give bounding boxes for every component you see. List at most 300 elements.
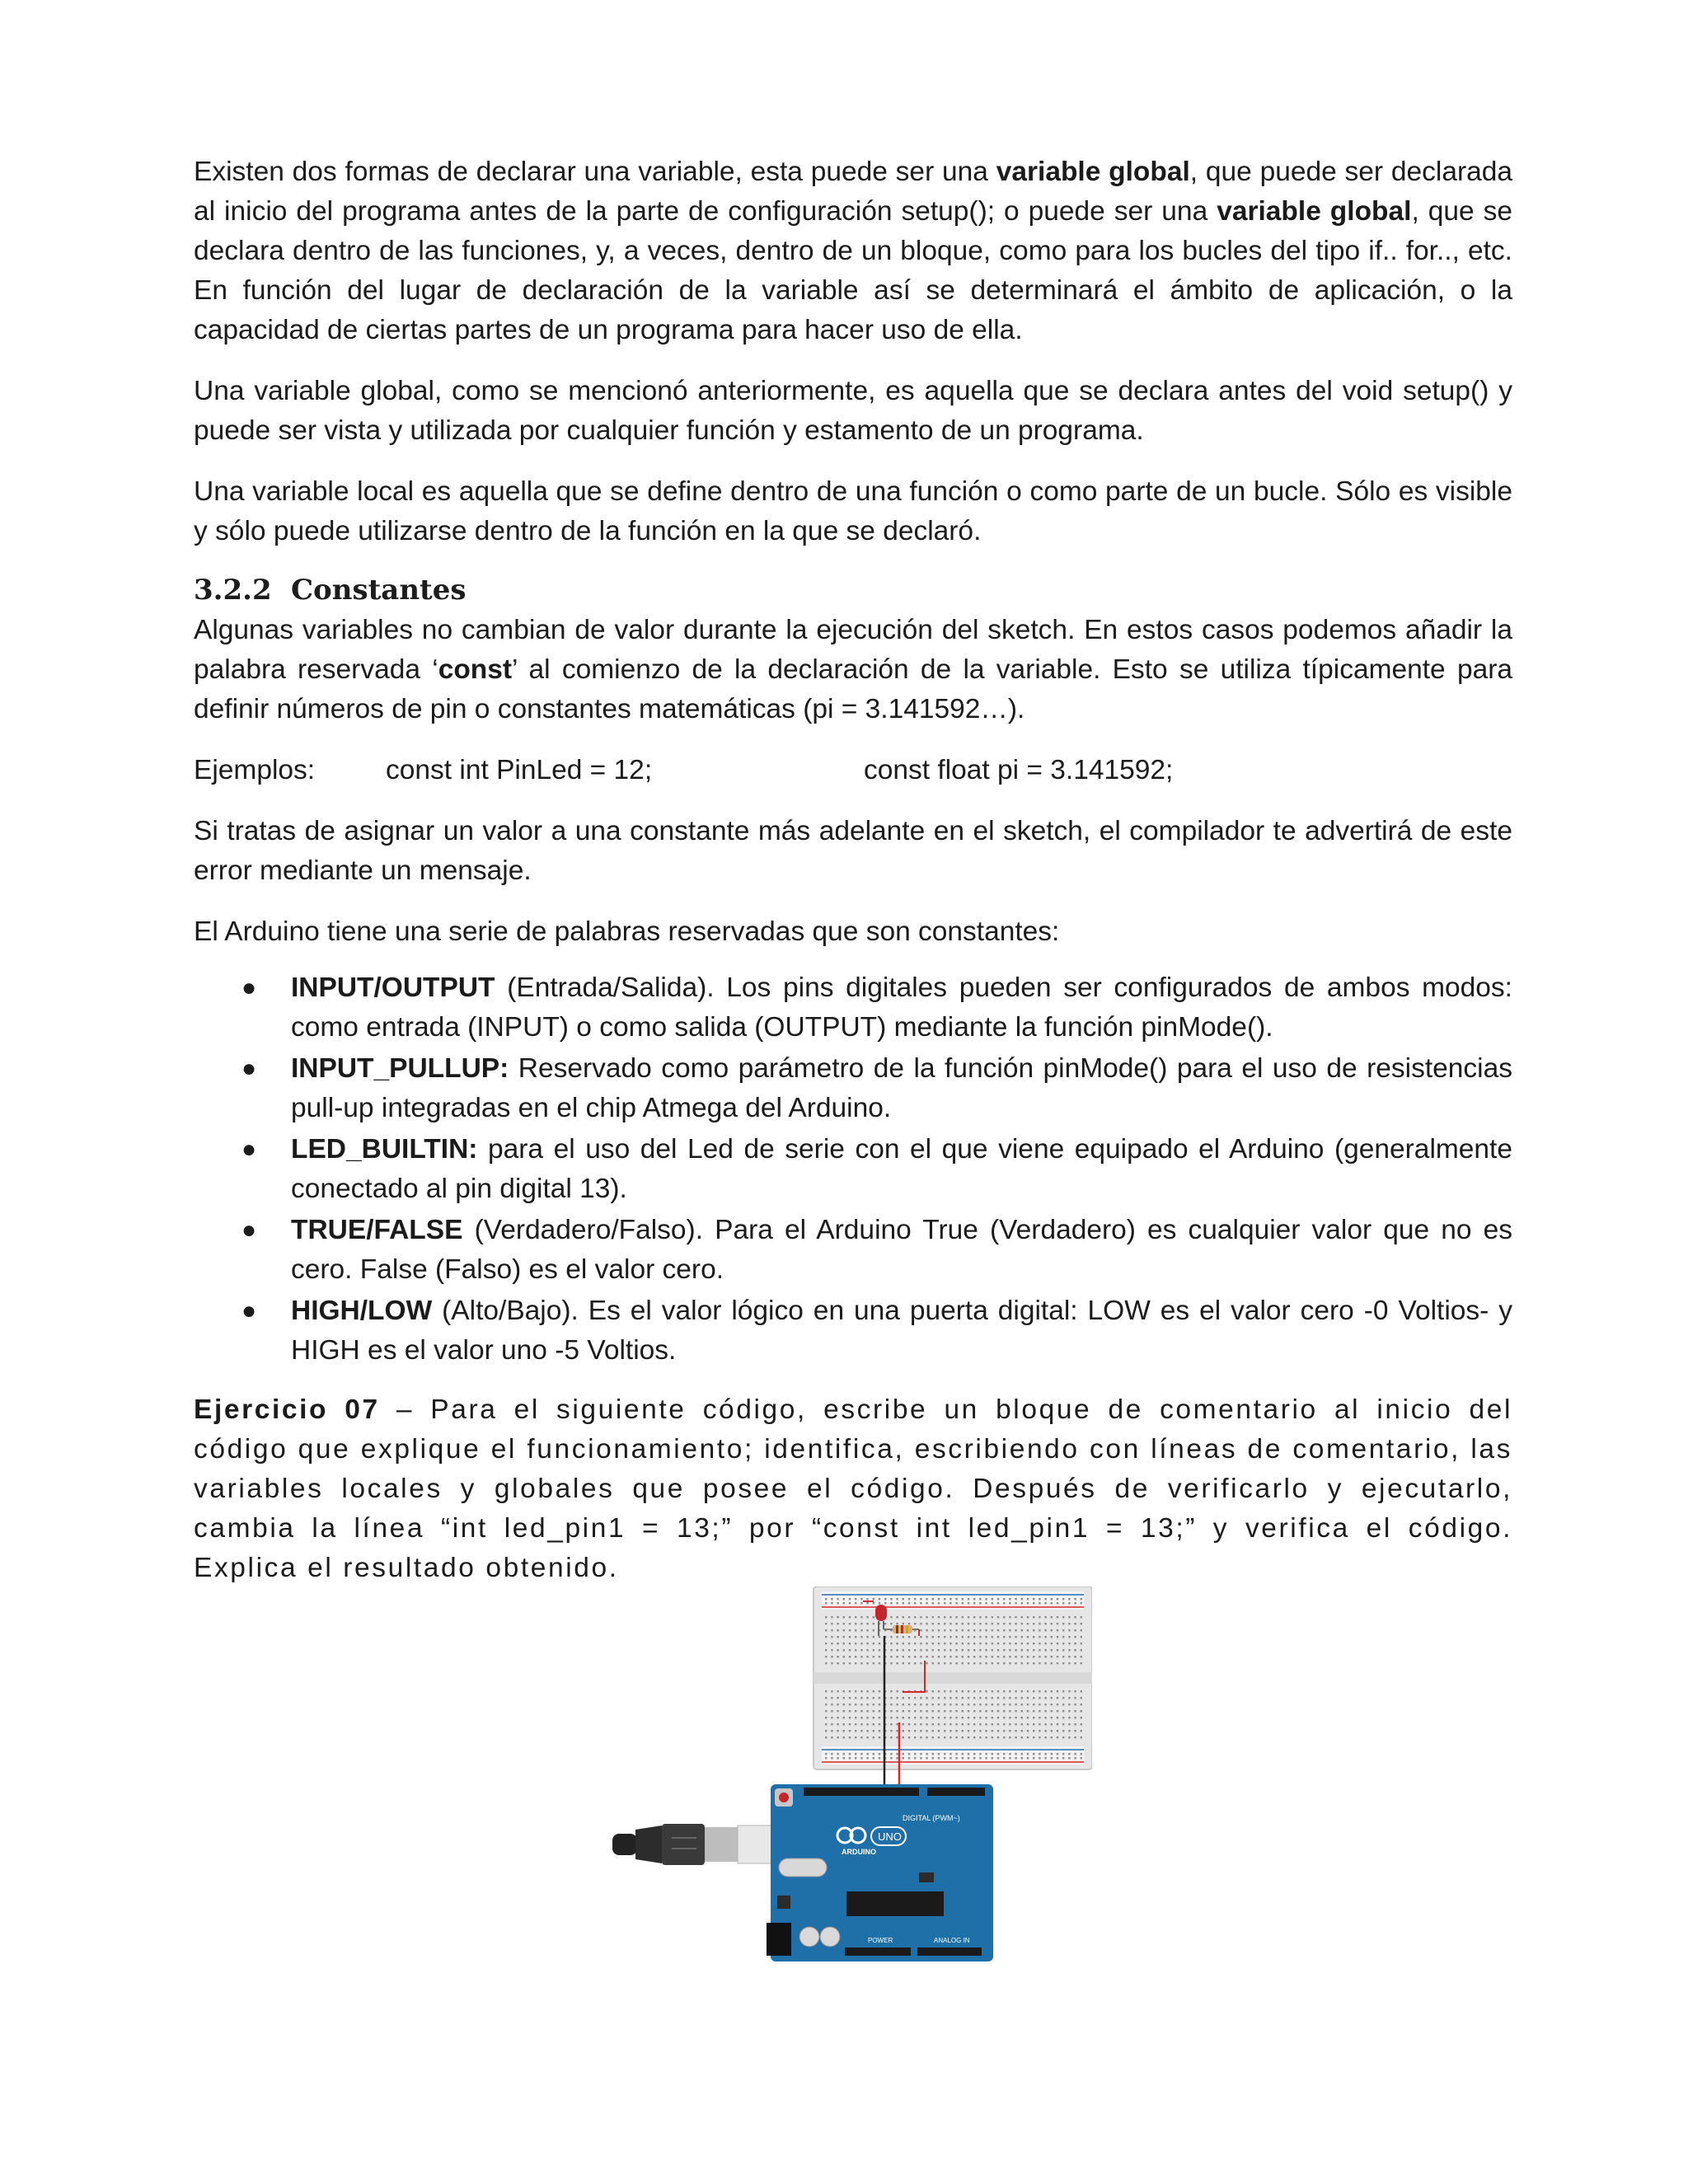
breadboard-hole <box>1081 1723 1082 1725</box>
breadboard-hole <box>997 1697 999 1699</box>
breadboard-hole <box>843 1710 845 1712</box>
breadboard-hole <box>855 1757 856 1759</box>
breadboard-hole <box>866 1736 868 1738</box>
breadboard-hole <box>1033 1636 1034 1638</box>
exercise-label: Ejercicio 07 <box>194 1394 380 1425</box>
breadboard-hole <box>1068 1656 1070 1657</box>
breadboard-hole <box>1074 1662 1076 1664</box>
breadboard-hole <box>920 1753 921 1755</box>
breadboard-hole <box>932 1629 934 1631</box>
breadboard-hole <box>950 1757 951 1759</box>
breadboard-hole <box>1057 1643 1058 1644</box>
breadboard-hole <box>860 1736 862 1738</box>
breadboard-hole <box>1074 1623 1076 1624</box>
breadboard-hole <box>1051 1662 1053 1664</box>
breadboard-hole <box>1057 1623 1058 1624</box>
breadboard-hole <box>985 1602 987 1604</box>
breadboard-hole <box>1051 1649 1053 1651</box>
breadboard-hole <box>920 1704 921 1705</box>
breadboard-hole <box>879 1753 880 1755</box>
breadboard-hole <box>914 1704 916 1705</box>
breadboard-hole <box>944 1662 945 1664</box>
breadboard-hole <box>1039 1697 1040 1699</box>
breadboard-hole <box>985 1643 987 1644</box>
breadboard-hole <box>1039 1598 1040 1600</box>
breadboard-hole <box>985 1616 987 1618</box>
breadboard-hole <box>1003 1757 1005 1759</box>
breadboard-hole <box>955 1623 957 1624</box>
breadboard-hole <box>866 1697 868 1699</box>
breadboard-hole <box>866 1656 868 1657</box>
board-brand: ARDUINO <box>842 1848 876 1856</box>
breadboard-hole <box>873 1643 874 1644</box>
breadboard-hole <box>1081 1736 1082 1738</box>
breadboard-hole <box>843 1643 845 1644</box>
breadboard-hole <box>1062 1757 1064 1759</box>
breadboard-hole <box>831 1662 832 1664</box>
breadboard-hole <box>1062 1717 1064 1718</box>
breadboard-hole <box>903 1730 904 1732</box>
breadboard-hole <box>908 1616 910 1618</box>
breadboard-hole <box>944 1629 945 1631</box>
breadboard-hole <box>1015 1757 1016 1759</box>
breadboard-hole <box>896 1643 898 1644</box>
breadboard-hole <box>1051 1656 1053 1657</box>
breadboard-hole <box>1027 1636 1029 1638</box>
breadboard-hole <box>866 1598 868 1600</box>
breadboard-hole <box>843 1753 845 1755</box>
breadboard-hole <box>1033 1753 1034 1755</box>
breadboard-hole <box>992 1602 993 1604</box>
breadboard-hole <box>973 1730 975 1732</box>
breadboard-hole <box>979 1757 981 1759</box>
breadboard-hole <box>1074 1753 1076 1755</box>
breadboard-hole <box>825 1717 827 1718</box>
breadboard-hole <box>985 1717 987 1718</box>
breadboard-hole <box>860 1649 862 1651</box>
breadboard-hole <box>992 1616 993 1618</box>
breadboard-hole <box>1051 1623 1053 1624</box>
breadboard-hole <box>932 1616 934 1618</box>
text: (Entrada/Salida). Los pins digitales pueden ser configurados de ambos modos: como entrada (INPUT) o como salida (OUTPUT) mediante la función pinMode(). <box>291 972 1512 1043</box>
breadboard-hole <box>873 1649 874 1651</box>
breadboard-hole <box>896 1753 898 1755</box>
breadboard-hole <box>914 1697 916 1699</box>
breadboard-hole <box>855 1649 856 1651</box>
breadboard-hole <box>896 1649 898 1651</box>
breadboard-hole <box>926 1690 927 1692</box>
breadboard-hole <box>1044 1643 1046 1644</box>
breadboard-hole <box>968 1629 969 1631</box>
breadboard-hole <box>1057 1602 1058 1604</box>
breadboard-hole <box>920 1710 921 1712</box>
breadboard-hole <box>831 1616 832 1618</box>
breadboard-hole <box>1009 1598 1010 1600</box>
breadboard-hole <box>1068 1704 1070 1705</box>
breadboard-hole <box>1003 1717 1005 1718</box>
breadboard-hole <box>932 1636 934 1638</box>
section-heading <box>194 569 1512 611</box>
breadboard-hole <box>914 1643 916 1644</box>
breadboard-hole <box>843 1656 845 1657</box>
breadboard-hole <box>1051 1730 1053 1732</box>
breadboard-hole <box>1003 1723 1005 1725</box>
breadboard-hole <box>837 1704 838 1705</box>
breadboard-hole <box>992 1662 993 1664</box>
breadboard-hole <box>968 1656 969 1657</box>
breadboard-hole <box>1009 1623 1010 1624</box>
breadboard-hole <box>903 1710 904 1712</box>
breadboard-hole <box>979 1602 981 1604</box>
breadboard-hole <box>1068 1717 1070 1718</box>
breadboard-hole <box>973 1723 975 1725</box>
breadboard-hole <box>849 1649 851 1651</box>
breadboard-hole <box>1027 1690 1029 1692</box>
breadboard-hole <box>985 1623 987 1624</box>
breadboard-hole <box>1081 1710 1082 1712</box>
breadboard-hole <box>968 1710 969 1712</box>
breadboard-hole <box>908 1753 910 1755</box>
breadboard-hole <box>1068 1643 1070 1644</box>
text: Algunas variables no cambian de valor durante la ejecución del sketch. En estos casos podemos añadir la palabra reservada ‘ <box>194 615 1512 685</box>
breadboard-hole <box>932 1649 934 1651</box>
breadboard-hole <box>903 1723 904 1725</box>
breadboard-hole <box>879 1697 880 1699</box>
breadboard-hole <box>997 1616 999 1618</box>
breadboard-hole <box>866 1636 868 1638</box>
breadboard-hole <box>843 1757 845 1759</box>
breadboard-hole <box>962 1757 964 1759</box>
breadboard-hole <box>1003 1616 1005 1618</box>
paragraph-reserved-words: El Arduino tiene una serie de palabras reservadas que son constantes: <box>194 916 1060 947</box>
breadboard-hole <box>955 1598 957 1600</box>
breadboard-hole <box>860 1723 862 1725</box>
breadboard-hole <box>896 1690 898 1692</box>
breadboard-hole <box>908 1757 910 1759</box>
list-item <box>194 1130 1512 1209</box>
breadboard-hole <box>1051 1717 1053 1718</box>
breadboard-hole <box>1081 1662 1082 1664</box>
breadboard-hole <box>920 1629 921 1631</box>
breadboard-hole <box>968 1602 969 1604</box>
breadboard-hole <box>1015 1710 1016 1712</box>
breadboard-hole <box>1051 1736 1053 1738</box>
breadboard-hole <box>938 1717 940 1718</box>
breadboard-hole <box>1074 1736 1076 1738</box>
breadboard-hole <box>1027 1616 1029 1618</box>
breadboard-hole <box>955 1656 957 1657</box>
breadboard-hole <box>1021 1717 1023 1718</box>
breadboard-hole <box>1003 1710 1005 1712</box>
list-item <box>194 968 1512 1047</box>
breadboard-hole <box>1033 1662 1034 1664</box>
breadboard-hole <box>968 1736 969 1738</box>
breadboard-hole <box>1039 1710 1040 1712</box>
breadboard-hole <box>926 1616 927 1618</box>
breadboard-hole <box>997 1598 999 1600</box>
breadboard-hole <box>860 1757 862 1759</box>
breadboard-hole <box>920 1649 921 1651</box>
breadboard-hole <box>849 1730 851 1732</box>
breadboard-hole <box>1027 1730 1029 1732</box>
breadboard-hole <box>1051 1643 1053 1644</box>
breadboard-hole <box>908 1643 910 1644</box>
breadboard-hole <box>992 1623 993 1624</box>
breadboard-hole <box>926 1697 927 1699</box>
breadboard-hole <box>1039 1704 1040 1705</box>
breadboard-hole <box>973 1753 975 1755</box>
breadboard-hole <box>908 1736 910 1738</box>
breadboard-hole <box>908 1656 910 1657</box>
breadboard-hole <box>1027 1704 1029 1705</box>
breadboard-hole <box>890 1602 892 1604</box>
breadboard-hole <box>1057 1616 1058 1618</box>
breadboard-hole <box>992 1649 993 1651</box>
breadboard-hole <box>860 1598 862 1600</box>
breadboard-hole <box>1039 1643 1040 1644</box>
breadboard-hole <box>1051 1636 1053 1638</box>
text: Existen dos formas de declarar una variable, esta puede ser una <box>194 157 996 187</box>
breadboard-hole <box>955 1757 957 1759</box>
breadboard-hole <box>997 1753 999 1755</box>
breadboard-hole <box>903 1662 904 1664</box>
breadboard-hole <box>866 1710 868 1712</box>
bold-term: LED_BUILTIN: <box>291 1134 478 1165</box>
breadboard-hole <box>831 1649 832 1651</box>
breadboard-hole <box>879 1757 880 1759</box>
breadboard-hole <box>1081 1629 1082 1631</box>
breadboard-hole <box>997 1662 999 1664</box>
breadboard-hole <box>879 1643 880 1644</box>
breadboard-hole <box>1081 1623 1082 1624</box>
breadboard-hole <box>1062 1629 1064 1631</box>
breadboard-hole <box>926 1730 927 1732</box>
breadboard-hole <box>890 1723 892 1725</box>
breadboard-hole <box>849 1697 851 1699</box>
breadboard-hole <box>1081 1643 1082 1644</box>
breadboard-hole <box>920 1602 921 1604</box>
breadboard-hole <box>831 1736 832 1738</box>
breadboard-hole <box>903 1697 904 1699</box>
breadboard-hole <box>1074 1643 1076 1644</box>
text: para el uso del Led de serie con el que viene equipado el Arduino (generalmente conectado al pin digital 13). <box>291 1134 1512 1204</box>
breadboard-hole <box>1033 1723 1034 1725</box>
breadboard-hole <box>1003 1753 1005 1755</box>
breadboard-hole <box>932 1736 934 1738</box>
breadboard-hole <box>855 1697 856 1699</box>
breadboard-hole <box>920 1643 921 1644</box>
breadboard-hole <box>855 1656 856 1657</box>
breadboard-hole <box>884 1623 886 1624</box>
breadboard-hole <box>1057 1598 1058 1600</box>
breadboard-hole <box>903 1616 904 1618</box>
breadboard-hole <box>973 1704 975 1705</box>
breadboard-hole <box>1044 1697 1046 1699</box>
breadboard-hole <box>1009 1636 1010 1638</box>
breadboard-hole <box>1062 1697 1064 1699</box>
breadboard-hole <box>1044 1736 1046 1738</box>
breadboard-hole <box>825 1736 827 1738</box>
breadboard-hole <box>873 1704 874 1705</box>
breadboard-hole <box>938 1757 940 1759</box>
breadboard-hole <box>944 1643 945 1644</box>
breadboard-hole <box>1021 1616 1023 1618</box>
breadboard-hole <box>903 1598 904 1600</box>
breadboard-hole <box>896 1757 898 1759</box>
breadboard-hole <box>944 1697 945 1699</box>
breadboard-hole <box>962 1662 964 1664</box>
breadboard-hole <box>1044 1629 1046 1631</box>
breadboard-hole <box>1081 1636 1082 1638</box>
breadboard-hole <box>849 1629 851 1631</box>
breadboard-hole <box>1009 1697 1010 1699</box>
breadboard-hole <box>843 1736 845 1738</box>
breadboard-hole <box>1068 1598 1070 1600</box>
paragraph-global-variable: Una variable global, como se mencionó anteriormente, es aquella que se declara antes del void setup() y puede ser vista y utilizada por cualquier función y estamento de un programa. <box>194 376 1512 446</box>
breadboard-hole <box>926 1623 927 1624</box>
breadboard-hole <box>1021 1730 1023 1732</box>
breadboard-hole <box>920 1717 921 1718</box>
breadboard-hole <box>1033 1602 1034 1604</box>
breadboard-hole <box>926 1736 927 1738</box>
breadboard-hole <box>979 1616 981 1618</box>
breadboard-hole <box>843 1730 845 1732</box>
breadboard-hole <box>1039 1757 1040 1759</box>
breadboard-hole <box>866 1643 868 1644</box>
breadboard-hole <box>920 1662 921 1664</box>
breadboard-hole <box>973 1710 975 1712</box>
breadboard-hole <box>873 1697 874 1699</box>
breadboard-hole <box>1044 1598 1046 1600</box>
breadboard-hole <box>873 1598 874 1600</box>
breadboard-hole <box>1033 1717 1034 1718</box>
breadboard-hole <box>968 1757 969 1759</box>
breadboard-hole <box>879 1656 880 1657</box>
breadboard-hole <box>1015 1602 1016 1604</box>
breadboard-hole <box>944 1656 945 1657</box>
breadboard-hole <box>903 1753 904 1755</box>
breadboard-hole <box>979 1717 981 1718</box>
breadboard-hole <box>944 1690 945 1692</box>
breadboard-hole <box>873 1723 874 1725</box>
breadboard-hole <box>1009 1656 1010 1657</box>
breadboard-hole <box>1033 1697 1034 1699</box>
breadboard-hole <box>1057 1710 1058 1712</box>
breadboard-hole <box>985 1704 987 1705</box>
breadboard-hole <box>825 1697 827 1699</box>
breadboard-hole <box>831 1710 832 1712</box>
breadboard-hole <box>1009 1690 1010 1692</box>
examples-label: Ejemplos: <box>194 755 316 785</box>
breadboard-hole <box>1021 1623 1023 1624</box>
breadboard-hole <box>926 1753 927 1755</box>
breadboard-hole <box>944 1717 945 1718</box>
breadboard-hole <box>955 1736 957 1738</box>
breadboard-hole <box>903 1656 904 1657</box>
breadboard-hole <box>825 1662 827 1664</box>
breadboard-hole <box>938 1736 940 1738</box>
breadboard-hole <box>866 1616 868 1618</box>
breadboard-hole <box>843 1649 845 1651</box>
breadboard-hole <box>1051 1753 1053 1755</box>
breadboard-hole <box>903 1636 904 1638</box>
breadboard-hole <box>992 1636 993 1638</box>
breadboard-hole <box>914 1649 916 1651</box>
breadboard-hole <box>1074 1602 1076 1604</box>
breadboard-hole <box>873 1757 874 1759</box>
breadboard-hole <box>1068 1616 1070 1618</box>
breadboard-hole <box>1009 1710 1010 1712</box>
breadboard-hole <box>1003 1623 1005 1624</box>
breadboard-hole <box>831 1636 832 1638</box>
breadboard-hole <box>979 1690 981 1692</box>
breadboard-hole <box>1051 1723 1053 1725</box>
breadboard-hole <box>1033 1643 1034 1644</box>
breadboard-hole <box>979 1623 981 1624</box>
breadboard-hole <box>955 1643 957 1644</box>
breadboard-hole <box>1015 1723 1016 1725</box>
breadboard-hole <box>1015 1643 1016 1644</box>
breadboard-hole <box>903 1649 904 1651</box>
breadboard-hole <box>825 1636 827 1638</box>
breadboard-hole <box>920 1598 921 1600</box>
breadboard-hole <box>938 1629 940 1631</box>
paragraph-variable-forms <box>194 152 1512 350</box>
example-2: const float pi = 3.141592; <box>864 755 1174 785</box>
breadboard-hole <box>903 1736 904 1738</box>
breadboard-hole <box>1021 1598 1023 1600</box>
example-1: const int PinLed = 12; <box>386 755 653 785</box>
breadboard-hole <box>955 1717 957 1718</box>
breadboard-hole <box>1021 1690 1023 1692</box>
breadboard-hole <box>855 1723 856 1725</box>
breadboard-hole <box>1039 1602 1040 1604</box>
breadboard-hole <box>879 1704 880 1705</box>
breadboard-hole <box>849 1643 851 1644</box>
breadboard-hole <box>1062 1662 1064 1664</box>
breadboard-hole <box>992 1629 993 1631</box>
breadboard-hole <box>950 1736 951 1738</box>
breadboard-hole <box>831 1757 832 1759</box>
breadboard-hole <box>950 1636 951 1638</box>
breadboard-hole <box>938 1636 940 1638</box>
breadboard-hole <box>1009 1717 1010 1718</box>
breadboard-hole <box>1015 1717 1016 1718</box>
breadboard-hole <box>985 1629 987 1631</box>
breadboard-hole <box>1015 1730 1016 1732</box>
breadboard-hole <box>837 1636 838 1638</box>
breadboard-hole <box>1068 1662 1070 1664</box>
breadboard-hole <box>1039 1656 1040 1657</box>
breadboard-hole <box>1039 1636 1040 1638</box>
breadboard-hole <box>938 1753 940 1755</box>
breadboard-hole <box>1044 1636 1046 1638</box>
breadboard-hole <box>1074 1690 1076 1692</box>
breadboard-hole <box>1044 1616 1046 1618</box>
breadboard-hole <box>896 1717 898 1718</box>
breadboard-hole <box>873 1629 874 1631</box>
arduino-board <box>767 1784 993 1961</box>
breadboard-hole <box>843 1623 845 1624</box>
breadboard-hole <box>1062 1730 1064 1732</box>
breadboard-hole <box>879 1662 880 1664</box>
breadboard-hole <box>992 1643 993 1644</box>
usb-cable <box>612 1824 772 1865</box>
breadboard-hole <box>908 1662 910 1664</box>
text: , que se declara dentro de las funciones, y, a veces, dentro de un bloque, como para los bucles del tipo if.. for.., etc. En función del lugar de declaración de la variable así se determinará el ámbito de aplicación, o la capacidad de ciertas partes de un programa para hacer uso de ella. <box>194 196 1512 345</box>
breadboard-hole <box>997 1623 999 1624</box>
breadboard-hole <box>1015 1690 1016 1692</box>
